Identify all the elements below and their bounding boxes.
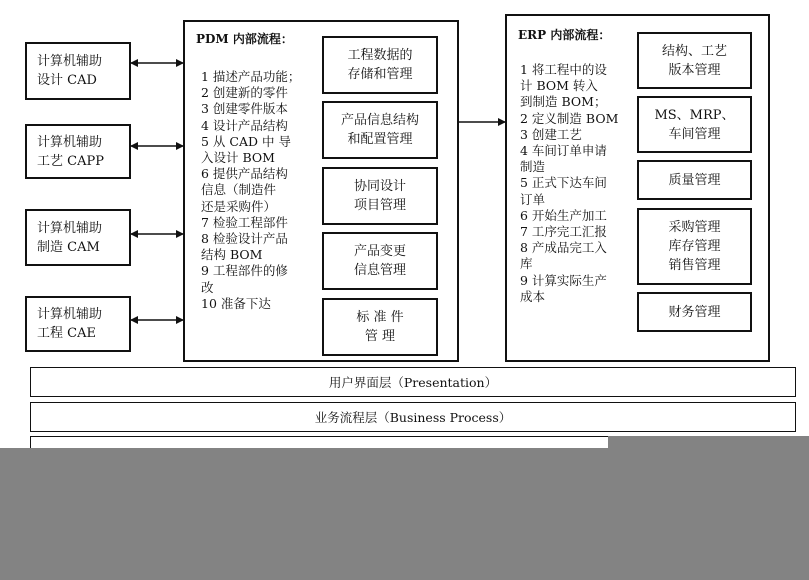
cad-system-box: 计算机辅助 设计 CAD bbox=[25, 42, 131, 100]
erp-module-mrp-workshop: MS、MRP、 车间管理 bbox=[637, 96, 752, 153]
erp-panel-title: ERP 内部流程： bbox=[518, 28, 611, 42]
pdm-module-collaborative-design: 协同设计 项目管理 bbox=[322, 167, 438, 225]
erp-module-quality: 质量管理 bbox=[637, 160, 752, 200]
pdm-module-engineering-data: 工程数据的 存储和管理 bbox=[322, 36, 438, 94]
grey-overlay bbox=[0, 448, 809, 580]
erp-module-version-management: 结构、工艺 版本管理 bbox=[637, 32, 752, 89]
capp-system-box: 计算机辅助 工艺 CAPP bbox=[25, 124, 131, 179]
erp-module-finance: 财务管理 bbox=[637, 292, 752, 332]
business-process-layer: 业务流程层（Business Process） bbox=[30, 402, 796, 432]
pdm-module-standard-parts: 标 准 件 管 理 bbox=[322, 298, 438, 356]
presentation-layer: 用户界面层（Presentation） bbox=[30, 367, 796, 397]
erp-steps-list: 1 将工程中的设 计 BOM 转入 到制造 BOM； 2 定义制造 BOM 3 创建工艺 4 车间订单申请 制造 5 正式下达车间 订单 6 开始生产加工 7 工序完工汇报 8 产成品完工入 库 9 计算实际生产 成本 bbox=[520, 62, 619, 304]
cam-system-box: 计算机辅助 制造 CAM bbox=[25, 209, 131, 266]
pdm-panel-title: PDM 内部流程： bbox=[196, 32, 293, 46]
cae-system-box: 计算机辅助 工程 CAE bbox=[25, 296, 131, 352]
pdm-steps-list: 1 描述产品功能； 2 创建新的零件 3 创建零件版本 4 设计产品结构 5 从 CAD 中 导 入设计 BOM 6 提供产品结构 信息（制造件 还是采购件） 7 检验工程部件 8 检验设计产品 结构 BOM 9 工程部件的修 改 10 准备下达 bbox=[201, 69, 301, 311]
pdm-module-product-structure: 产品信息结构 和配置管理 bbox=[322, 101, 438, 159]
pdm-module-change-management: 产品变更 信息管理 bbox=[322, 232, 438, 290]
erp-module-purchase-inventory-sales: 采购管理 库存管理 销售管理 bbox=[637, 208, 752, 285]
